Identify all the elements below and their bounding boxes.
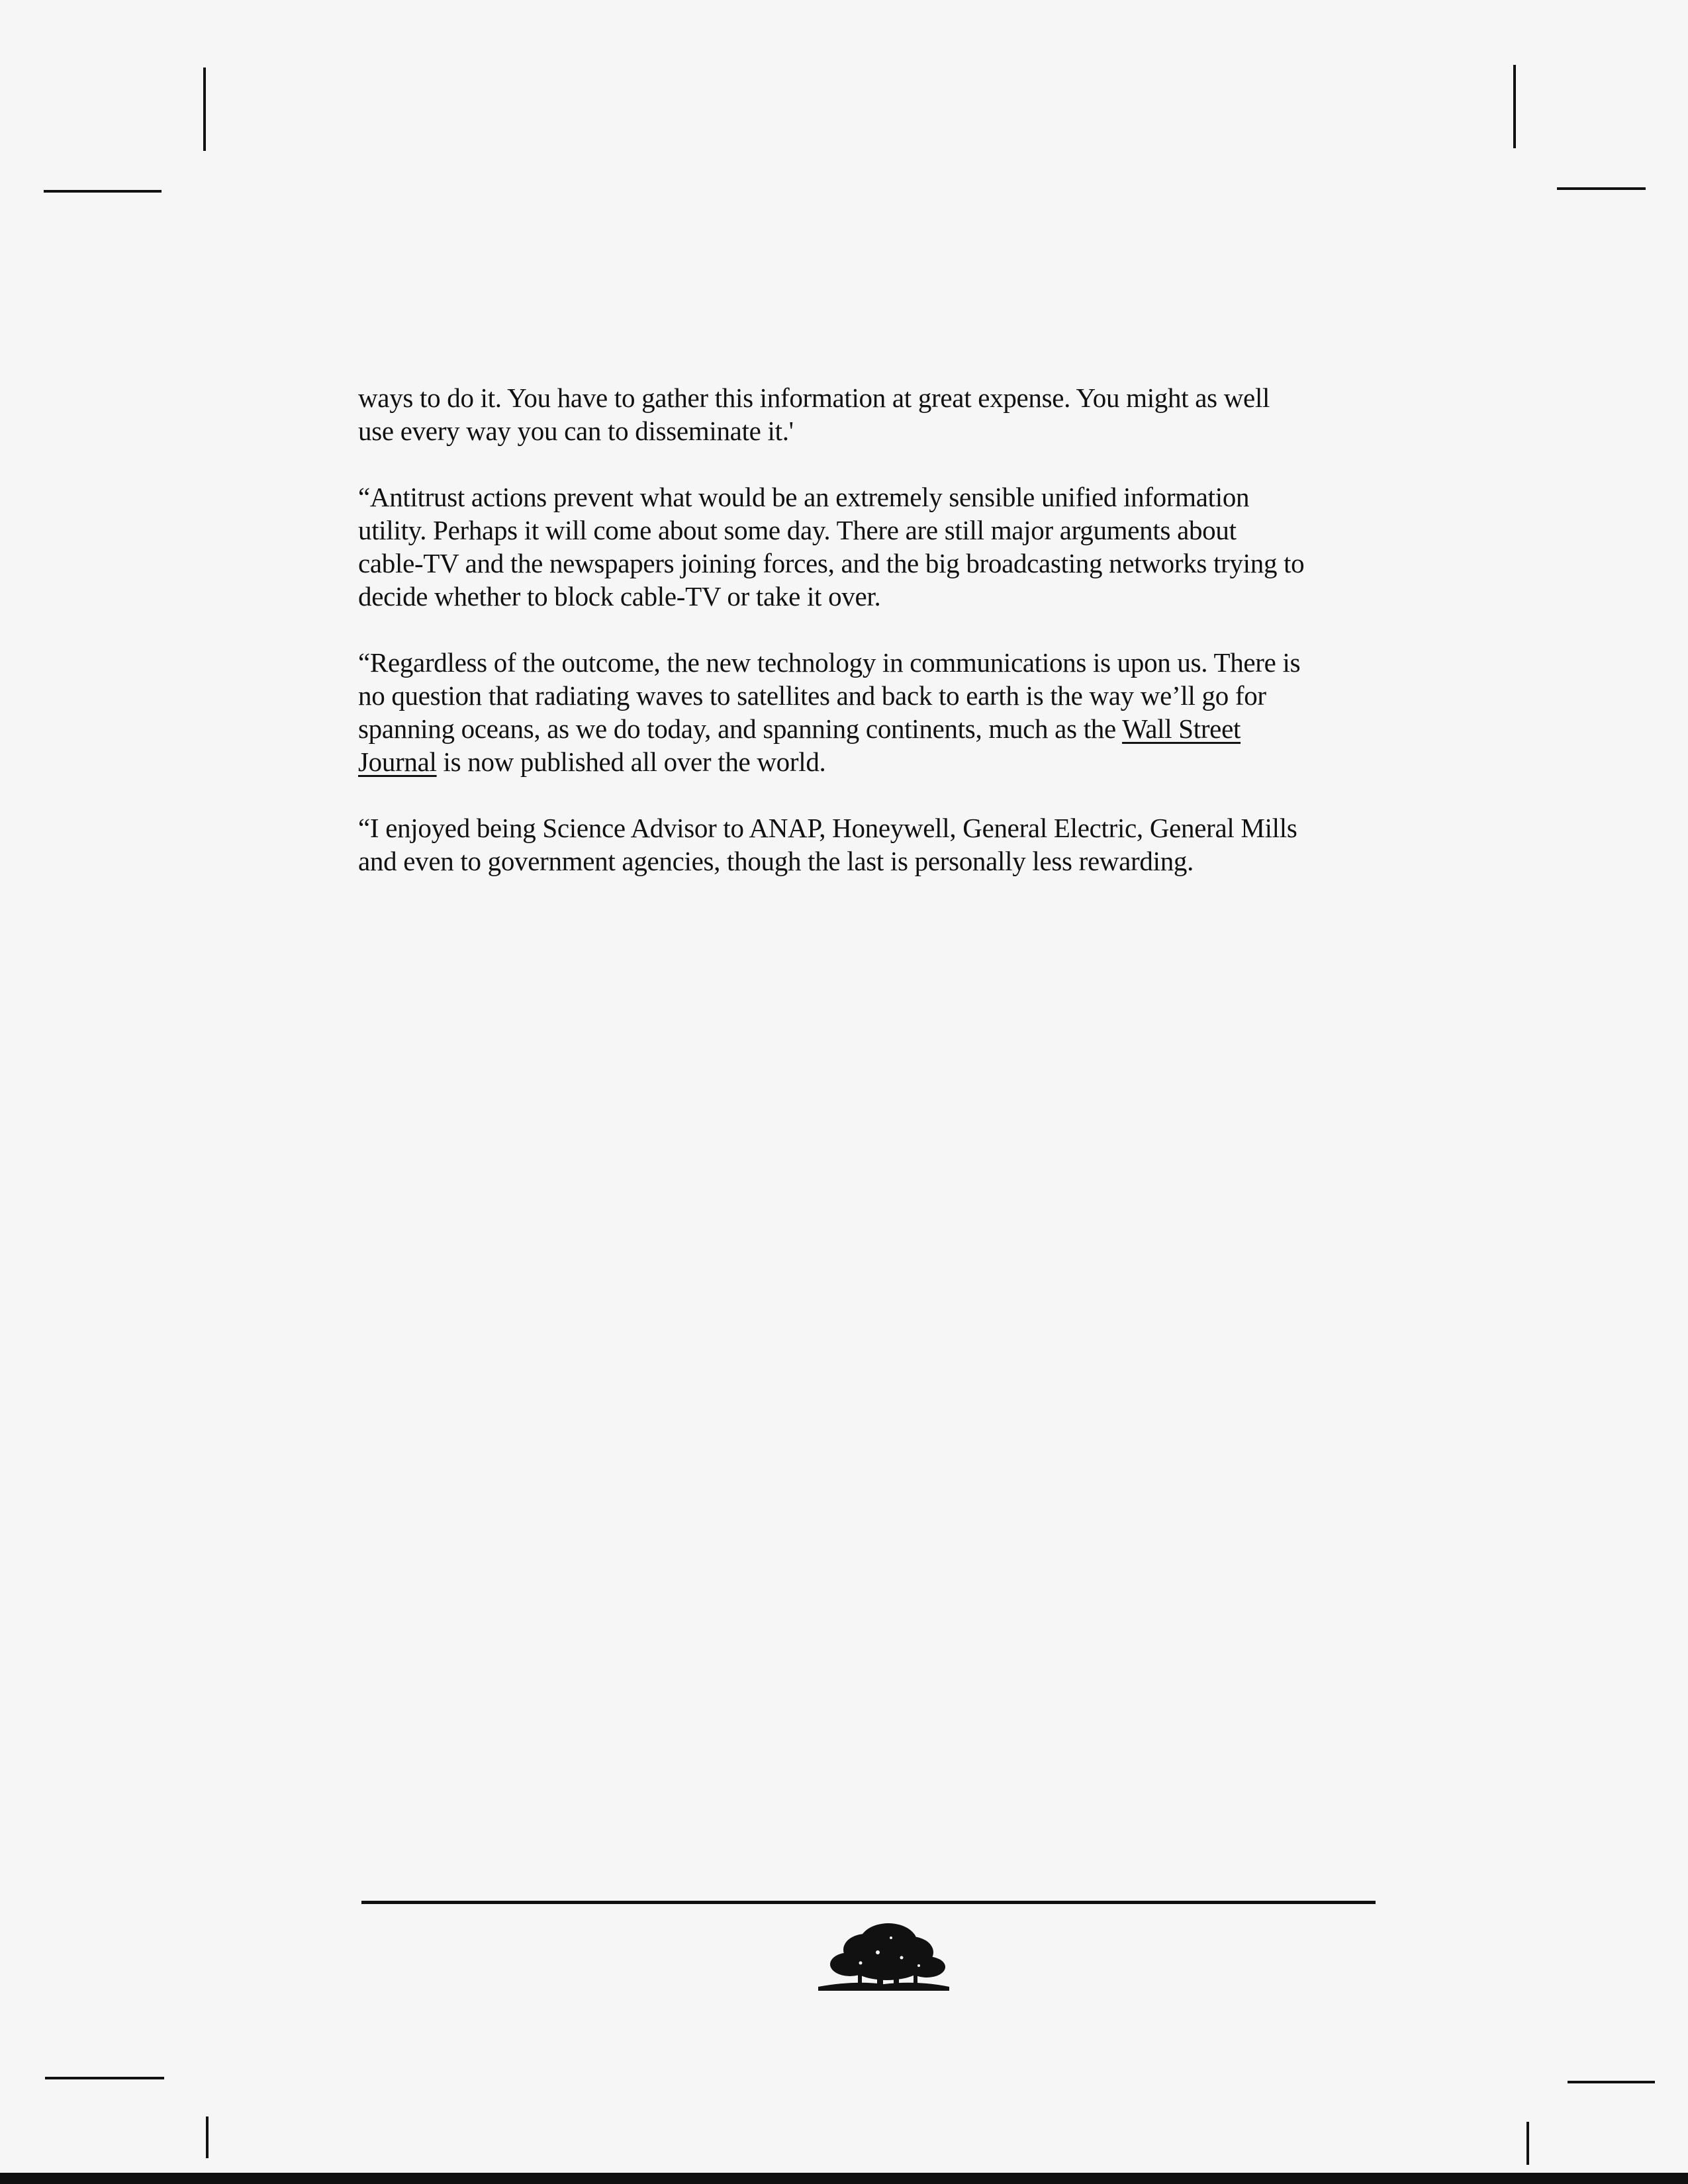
crop-mark-top-left-vertical [203, 68, 206, 151]
journal-underlined: Journal [358, 747, 437, 777]
paragraph-4: “I enjoyed being Science Advisor to ANAP, Honeywell, General Electric, General Mills and even to government agencies, though the last is personally less rewarding. [358, 813, 1297, 876]
crop-mark-top-right-horizontal [1557, 187, 1646, 190]
document-body [358, 381, 1364, 911]
paragraph-3 [358, 646, 1364, 778]
crop-mark-top-left-horizontal [44, 190, 162, 193]
scan-bottom-edge [0, 2173, 1688, 2184]
crop-mark-top-right-vertical [1513, 65, 1516, 148]
wall-street-underlined: Wall Street [1122, 713, 1241, 744]
crop-mark-bottom-left-vertical [206, 2116, 209, 2158]
paragraph-1: ways to do it. You have to gather this information at great expense. You might as well use every way you can to disseminate it.' [358, 383, 1270, 446]
tree-icon [814, 1911, 953, 1997]
crop-mark-bottom-left-horizontal [45, 2077, 164, 2079]
paragraph-3-text: “Regardless of the outcome, the new technology in communications is upon us. There is no question that radiating waves to satellites and back to earth is the way we’ll go for spanning oceans, as we do today, and spanning continents, much as the [358, 647, 1301, 744]
footer-rule [361, 1901, 1376, 1904]
paragraph-2: “Antitrust actions prevent what would be an extremely sensible unified information utility. Perhaps it will come about some day. There are still major arguments about cable-TV and the newspapers joining forces, and the big broadcasting networks trying to decide whether to block cable-TV or take it over. [358, 482, 1305, 612]
crop-mark-bottom-right-horizontal [1568, 2081, 1655, 2083]
crop-mark-bottom-right-vertical [1526, 2122, 1529, 2165]
paragraph-3-tail: is now published all over the world. [436, 747, 826, 777]
